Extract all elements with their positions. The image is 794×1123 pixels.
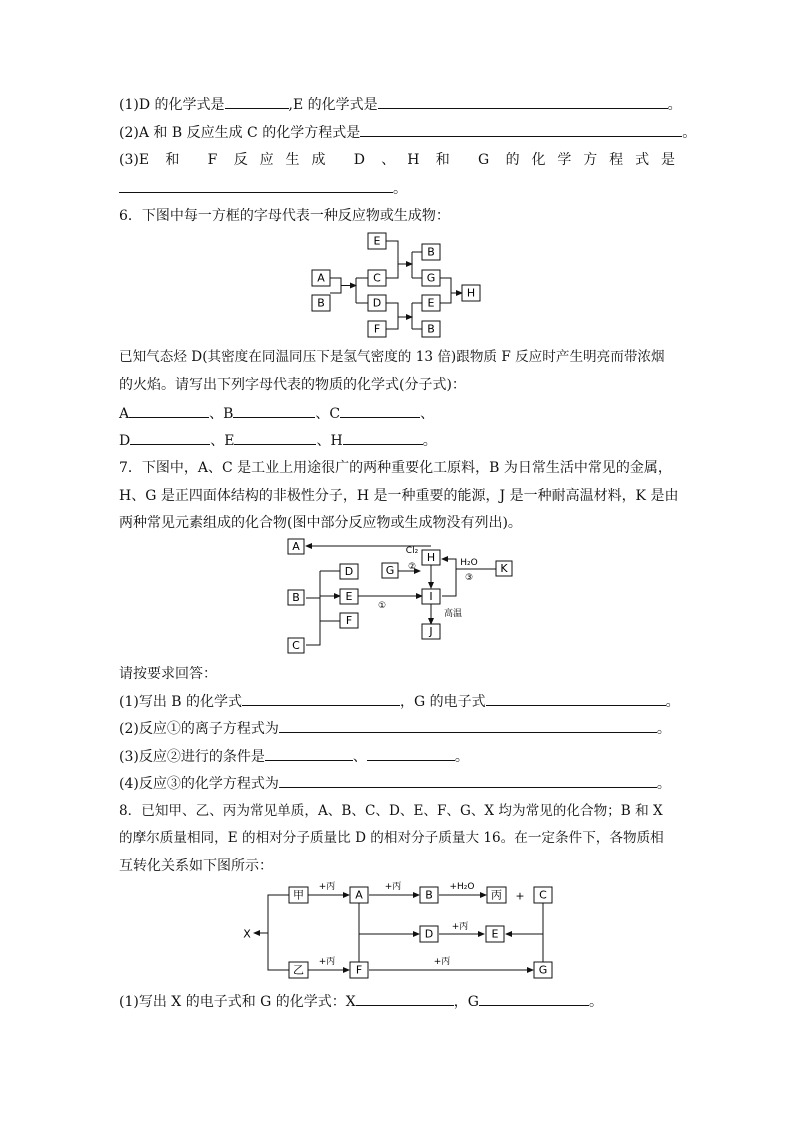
diagram-q7 bbox=[288, 539, 512, 653]
d7-box-e bbox=[340, 589, 358, 604]
svg-text:A: A bbox=[355, 888, 363, 902]
q5-part3: (3)E 和 F 反应生成 D 、H 和 G 的化学方程式是 bbox=[119, 152, 675, 168]
d8-box-e bbox=[486, 926, 504, 942]
d8-label-plus-bing-5: +丙 bbox=[433, 957, 451, 967]
svg-text:G: G bbox=[385, 564, 395, 577]
d6-box-a bbox=[312, 270, 330, 286]
svg-text:D: D bbox=[424, 927, 434, 941]
svg-text:C: C bbox=[373, 271, 381, 285]
d6-box-b-top bbox=[422, 244, 440, 260]
svg-text:E: E bbox=[427, 296, 435, 310]
d8-label-plus-bing-2: +丙 bbox=[384, 882, 402, 892]
d8-label-x: X bbox=[243, 927, 251, 941]
q7-stem-1: 7．下图中，A、C 是工业上用途很广的两种重要化工原料，B 为日常生活中常见的金属， bbox=[119, 460, 672, 476]
d8-box-yi bbox=[289, 962, 308, 978]
d6-box-c bbox=[368, 270, 386, 286]
q8-part1: (1)写出 X 的电子式和 G 的化学式：X ，G 。 bbox=[119, 994, 603, 1010]
d6-box-e-top bbox=[368, 233, 386, 249]
q8-stem-2: 的摩尔质量相同，E 的相对分子质量比 D 的相对分子质量大 16。在一定条件下，各物质相 bbox=[119, 830, 664, 846]
svg-text:H: H bbox=[426, 551, 436, 564]
svg-text:G: G bbox=[426, 271, 436, 285]
diagram-q6 bbox=[312, 233, 480, 337]
d8-label-plus: + bbox=[515, 889, 525, 903]
svg-text:D: D bbox=[372, 296, 382, 310]
svg-text:D: D bbox=[344, 565, 354, 578]
svg-text:A: A bbox=[317, 271, 325, 285]
d8-label-plus-bing-1: +丙 bbox=[318, 882, 336, 892]
d7-label-cl2: Cl₂ bbox=[405, 546, 419, 556]
svg-text:E: E bbox=[345, 590, 353, 603]
d7-box-i bbox=[422, 589, 440, 604]
d8-box-bing bbox=[487, 887, 506, 903]
d6-box-f bbox=[368, 321, 386, 337]
d7-box-g bbox=[382, 563, 398, 578]
d7-label-heat: 高温 bbox=[444, 609, 463, 619]
svg-text:F: F bbox=[373, 322, 381, 336]
svg-text:B: B bbox=[427, 322, 435, 336]
d8-label-plus-h2o: +H₂O bbox=[449, 882, 475, 892]
d6-box-g bbox=[422, 270, 440, 286]
q5-part1: (1)D 的化学式是 ,E 的化学式是 。 bbox=[119, 97, 682, 113]
d7-label-reaction1: ① bbox=[377, 601, 387, 611]
svg-text:G: G bbox=[538, 963, 548, 977]
q5-part2: (2)A 和 B 反应生成 C 的化学方程式是 。 bbox=[119, 125, 697, 141]
svg-text:E: E bbox=[491, 927, 499, 941]
q7-part1: (1)写出 B 的化学式 ，G 的电子式 。 bbox=[119, 694, 680, 710]
q6-text-2: 的火焰。请写出下列字母代表的物质的化学式(分子式)： bbox=[119, 377, 466, 393]
diagram-q8 bbox=[243, 881, 552, 978]
svg-text:E: E bbox=[373, 234, 381, 248]
d8-box-jia bbox=[289, 887, 308, 903]
d7-box-c bbox=[288, 638, 304, 653]
d7-label-reaction3: ③ bbox=[464, 573, 474, 583]
d8-label-plus-bing-3: +丙 bbox=[451, 922, 469, 932]
d8-box-f bbox=[350, 962, 368, 978]
d8-box-d bbox=[420, 926, 438, 942]
svg-text:C: C bbox=[292, 639, 300, 652]
svg-text:B: B bbox=[425, 888, 433, 902]
d7-box-d bbox=[340, 564, 358, 579]
q7-stem-2: H、G 是正四面体结构的非极性分子，H 是一种重要的能源，J 是一种耐高温材料，K 是由 bbox=[119, 488, 679, 504]
svg-text:I: I bbox=[429, 590, 433, 603]
q6-answers-row2: D 、E 、H 。 bbox=[119, 433, 437, 449]
q6-answers-row1: A 、B 、C 、 bbox=[119, 406, 435, 422]
svg-text:乙: 乙 bbox=[293, 963, 304, 977]
d7-box-f bbox=[340, 613, 358, 628]
svg-text:B: B bbox=[292, 591, 300, 604]
d7-box-a bbox=[288, 539, 304, 554]
d7-box-h bbox=[422, 550, 440, 565]
svg-text:B: B bbox=[317, 296, 325, 310]
d8-box-g bbox=[534, 962, 552, 978]
d7-box-k bbox=[496, 561, 512, 576]
d8-label-plus-bing-4: +丙 bbox=[318, 957, 336, 967]
d6-box-d bbox=[368, 295, 386, 311]
d7-label-reaction2: ② bbox=[407, 562, 417, 572]
q7-stem-3: 两种常见元素组成的化合物(图中部分反应物或生成物没有列出)。 bbox=[119, 515, 522, 531]
svg-text:C: C bbox=[539, 888, 547, 902]
svg-text:B: B bbox=[427, 245, 435, 259]
svg-text:A: A bbox=[292, 540, 300, 553]
svg-text:甲: 甲 bbox=[293, 888, 304, 902]
d6-box-b-bottom bbox=[422, 321, 440, 337]
d8-box-b bbox=[420, 887, 438, 903]
d7-box-b bbox=[288, 590, 304, 605]
q7-part2: (2)反应①的离子方程式为 。 bbox=[119, 721, 671, 737]
q7-part4: (4)反应③的化学方程式为 。 bbox=[119, 776, 671, 792]
d6-box-b-left bbox=[312, 295, 330, 311]
svg-text:H: H bbox=[466, 286, 476, 300]
q8-stem-1: 8．已知甲、乙、丙为常见单质，A、B、C、D、E、F、G、X 均为常见的化合物；B 和 X bbox=[119, 803, 663, 819]
q8-stem-3: 互转化关系如下图所示： bbox=[119, 858, 273, 874]
svg-text:K: K bbox=[500, 562, 508, 575]
q7-ask: 请按要求回答： bbox=[119, 666, 217, 682]
d6-box-e-bottom bbox=[422, 295, 440, 311]
svg-text:F: F bbox=[355, 963, 363, 977]
d7-label-h2o: H₂O bbox=[460, 558, 478, 568]
d7-box-j bbox=[422, 624, 440, 639]
q7-part3: (3)反应②进行的条件是 、 。 bbox=[119, 749, 469, 765]
svg-text:J: J bbox=[429, 625, 433, 638]
d6-box-h bbox=[462, 285, 480, 301]
svg-text:F: F bbox=[345, 614, 353, 627]
q6-text-1: 已知气态烃 D(其密度在同温同压下是氢气密度的 13 倍)跟物质 F 反应时产生明亮而带浓烟 bbox=[119, 349, 665, 365]
q6-stem: 6．下图中每一方框的字母代表一种反应物或生成物： bbox=[119, 208, 450, 224]
q5-part3-answer: 。 bbox=[119, 179, 407, 198]
svg-text:丙: 丙 bbox=[491, 888, 502, 902]
d8-box-a bbox=[350, 887, 368, 903]
d8-box-c bbox=[534, 887, 552, 903]
